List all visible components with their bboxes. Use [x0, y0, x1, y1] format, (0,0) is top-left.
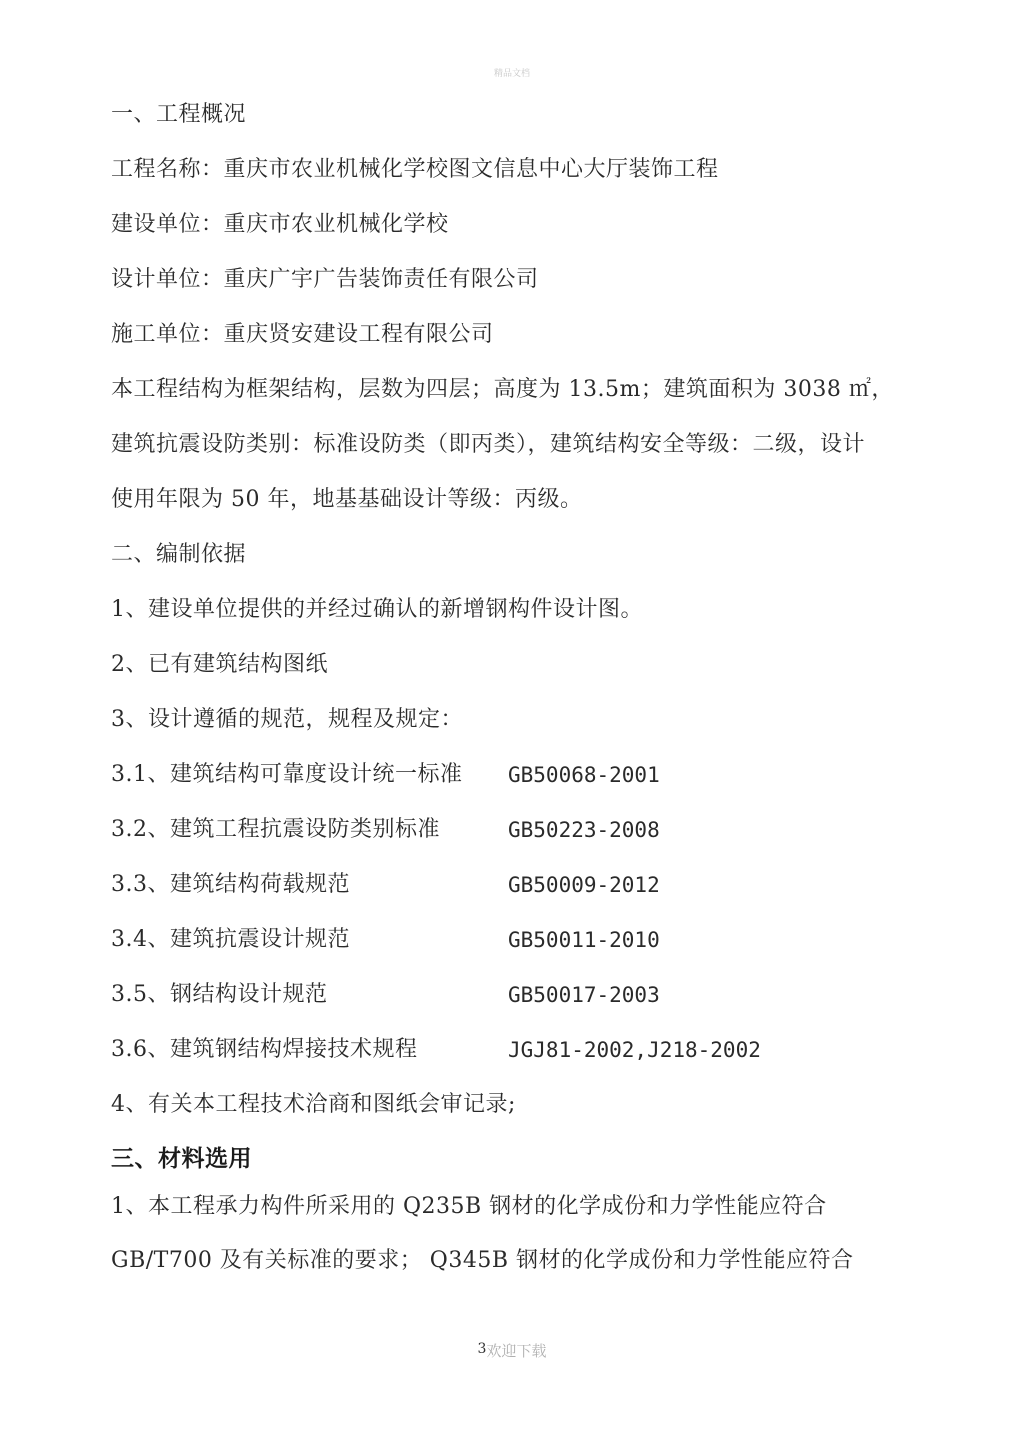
- section1-heading: 一、工程概况: [111, 102, 247, 127]
- basis-item-2: 2、已有建筑结构图纸: [111, 652, 328, 677]
- page-number: 3: [477, 1341, 487, 1357]
- standard-label: 3.6、建筑钢结构焊接技术规程: [111, 1037, 418, 1062]
- standard-label: 3.1、建筑结构可靠度设计统一标准: [111, 762, 463, 787]
- basis-item-4: 4、有关本工程技术洽商和图纸会审记录;: [111, 1092, 516, 1117]
- standard-label: 3.5、钢结构设计规范: [111, 982, 328, 1007]
- header-watermark: 精品文档: [493, 69, 530, 79]
- description-line-3: 使用年限为 50 年，地基基础设计等级：丙级。: [111, 487, 583, 512]
- standard-code: GB50009-2012: [508, 873, 660, 897]
- section2-heading: 二、编制依据: [111, 542, 247, 567]
- section3-heading: 三、材料选用: [111, 1146, 252, 1172]
- basis-item-3: 3、设计遵循的规范，规程及规定：: [111, 707, 463, 732]
- basis-item-1: 1、建设单位提供的并经过确认的新增钢构件设计图。: [111, 597, 643, 622]
- project-name-line: 工程名称：重庆市农业机械化学校图文信息中心大厅装饰工程: [111, 157, 719, 182]
- standard-label: 3.2、建筑工程抗震设防类别标准: [111, 817, 440, 842]
- materials-line-2: GB/T700 及有关标准的要求； Q345B 钢材的化学成份和力学性能应符合: [111, 1248, 854, 1273]
- description-line-1: 本工程结构为框架结构，层数为四层；高度为 13.5m；建筑面积为 3038 ㎡，: [111, 377, 894, 402]
- owner-line: 建设单位：重庆市农业机械化学校: [111, 212, 449, 237]
- page-footer: [0, 1340, 1024, 1361]
- standard-label: 3.3、建筑结构荷载规范: [111, 872, 350, 897]
- standard-code: GB50017-2003: [508, 983, 660, 1007]
- materials-line-1: 1、本工程承力构件所采用的 Q235B 钢材的化学成份和力学性能应符合: [111, 1194, 827, 1219]
- designer-line: 设计单位：重庆广宇广告装饰责任有限公司: [111, 267, 539, 292]
- standard-label: 3.4、建筑抗震设计规范: [111, 927, 350, 952]
- standard-code: GB50011-2010: [508, 928, 660, 952]
- description-line-2: 建筑抗震设防类别：标准设防类（即丙类），建筑结构安全等级：二级，设计: [111, 432, 866, 457]
- standard-code: GB50223-2008: [508, 818, 660, 842]
- footer-text: 欢迎下载: [486, 1342, 547, 1360]
- standard-code: JGJ81-2002,J218-2002: [508, 1038, 761, 1062]
- standard-code: GB50068-2001: [508, 763, 660, 787]
- contractor-line: 施工单位：重庆贤安建设工程有限公司: [111, 322, 494, 347]
